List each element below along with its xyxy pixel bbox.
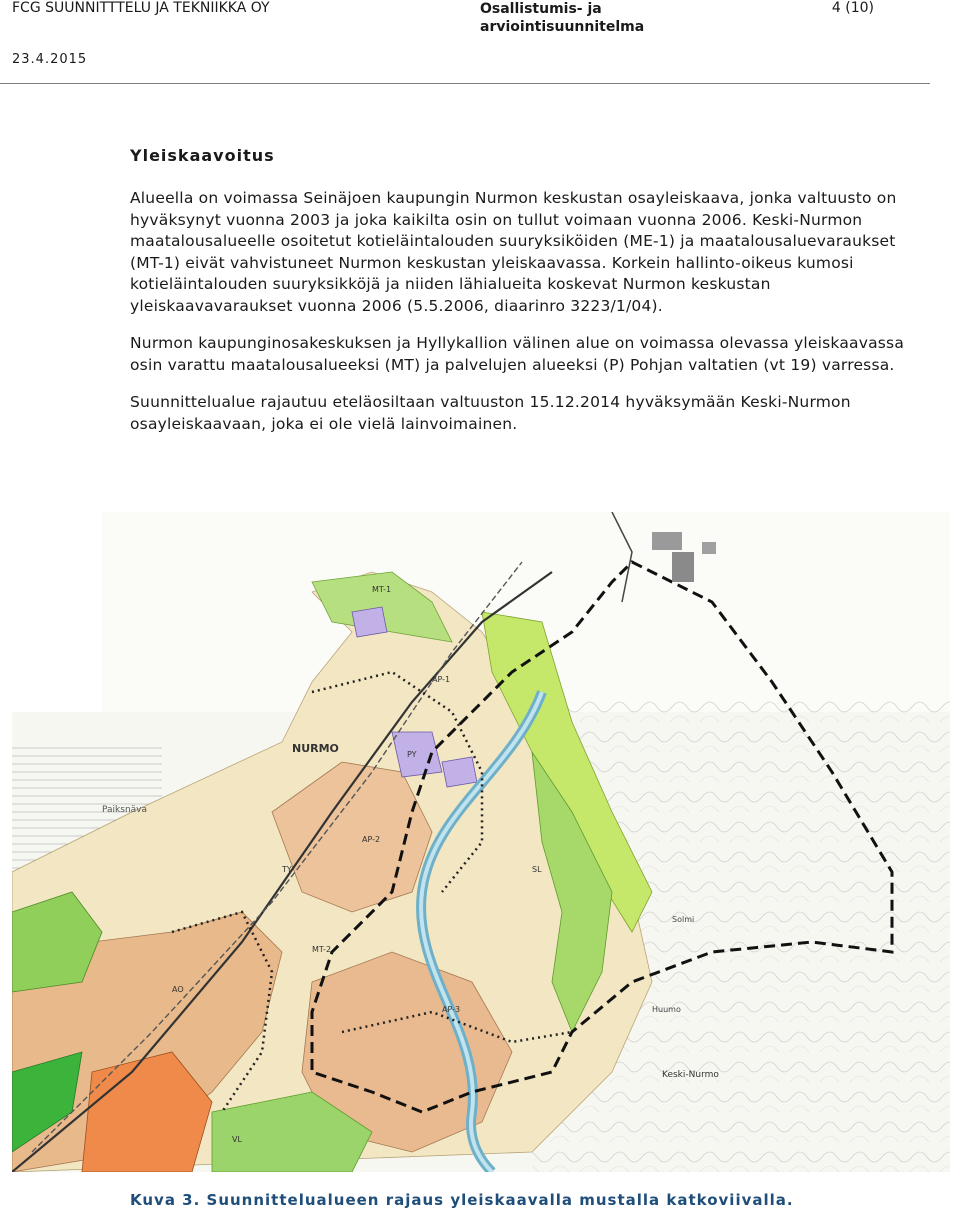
zone-services-3 — [442, 757, 477, 787]
zone-code: MT-2 — [312, 945, 332, 954]
building-block — [652, 532, 682, 550]
zone-code: SL — [532, 865, 542, 874]
paragraph-2: Nurmon kaupunginosakeskuksen ja Hyllykallion välinen alue on voimassa olevassa yleiskaavassa osin varattu maatalousalueeksi (MT) ja palvelujen alueeksi (P) Pohjan valtatien (vt 19) varressa. — [130, 334, 905, 374]
map-label-paiksenva: Paiksnäva — [102, 805, 147, 815]
page-header — [0, 0, 960, 86]
zone-code: TY — [282, 865, 292, 874]
section-heading: Yleiskaavoitus — [130, 146, 275, 165]
paragraph-3: Suunnittelualue rajautuu eteläosiltaan valtuuston 15.12.2014 hyväksymään Keski-Nurmon osayleiskaavaan, joka ei ole vielä lainvoimainen. — [130, 393, 851, 433]
header-document-title: Osallistumis- ja arviointisuunnitelma — [480, 1, 645, 35]
map-label-solmi: Solmi — [672, 915, 695, 924]
section-body — [130, 146, 910, 451]
header-company: FCG SUUNNITTTELU JA TEKNIIKKA OY — [12, 0, 270, 16]
zone-code: VL — [232, 1135, 242, 1144]
building-block — [702, 542, 716, 554]
paragraph-1: Alueella on voimassa Seinäjoen kaupungin Nurmon keskustan osayleiskaava, jonka valtuusto on hyväksynyt vuonna 2003 ja joka kaikilta osin on tullut voimaan vuonna 2006. Keski-Nurmon maatalousalueelle osoitetut kotieläintalouden suuryksiköiden (ME-1) ja maatalousaluevaraukset (MT-1) eivät vahvistuneet Nurmon keskustan yleiskaavassa. Korkein hallinto-oikeus kumosi kotieläintalouden suuryksikköjä ja niiden lähialueita koskevat Nurmon keskustan yleiskaavavaraukset vuonna 2006 (5.5.2006, diaarinro 3223/1/04). — [130, 189, 897, 315]
header-rule — [0, 83, 930, 84]
header-date: 23.4.2015 — [12, 52, 88, 67]
zone-code: AP-3 — [442, 1005, 461, 1014]
zone-services-2 — [352, 607, 387, 637]
map-label-huumo: Huumo — [652, 1005, 681, 1014]
building-block — [672, 552, 694, 582]
map-label-nurmo: NURMO — [292, 742, 339, 755]
zone-code: MT-1 — [372, 585, 392, 594]
map-label-keski-nurmo: Keski-Nurmo — [662, 1070, 719, 1080]
zone-code: AP-2 — [362, 835, 381, 844]
zone-code: AP-1 — [432, 675, 451, 684]
zone-code: AO — [172, 985, 184, 994]
figure-caption: Kuva 3. Suunnittelualueen rajaus yleiskaavalla mustalla katkoviivalla. — [130, 1191, 794, 1209]
master-plan-map — [12, 512, 950, 1172]
zone-code: PY — [407, 750, 417, 759]
header-page-number: 4 (10) — [831, 0, 874, 16]
